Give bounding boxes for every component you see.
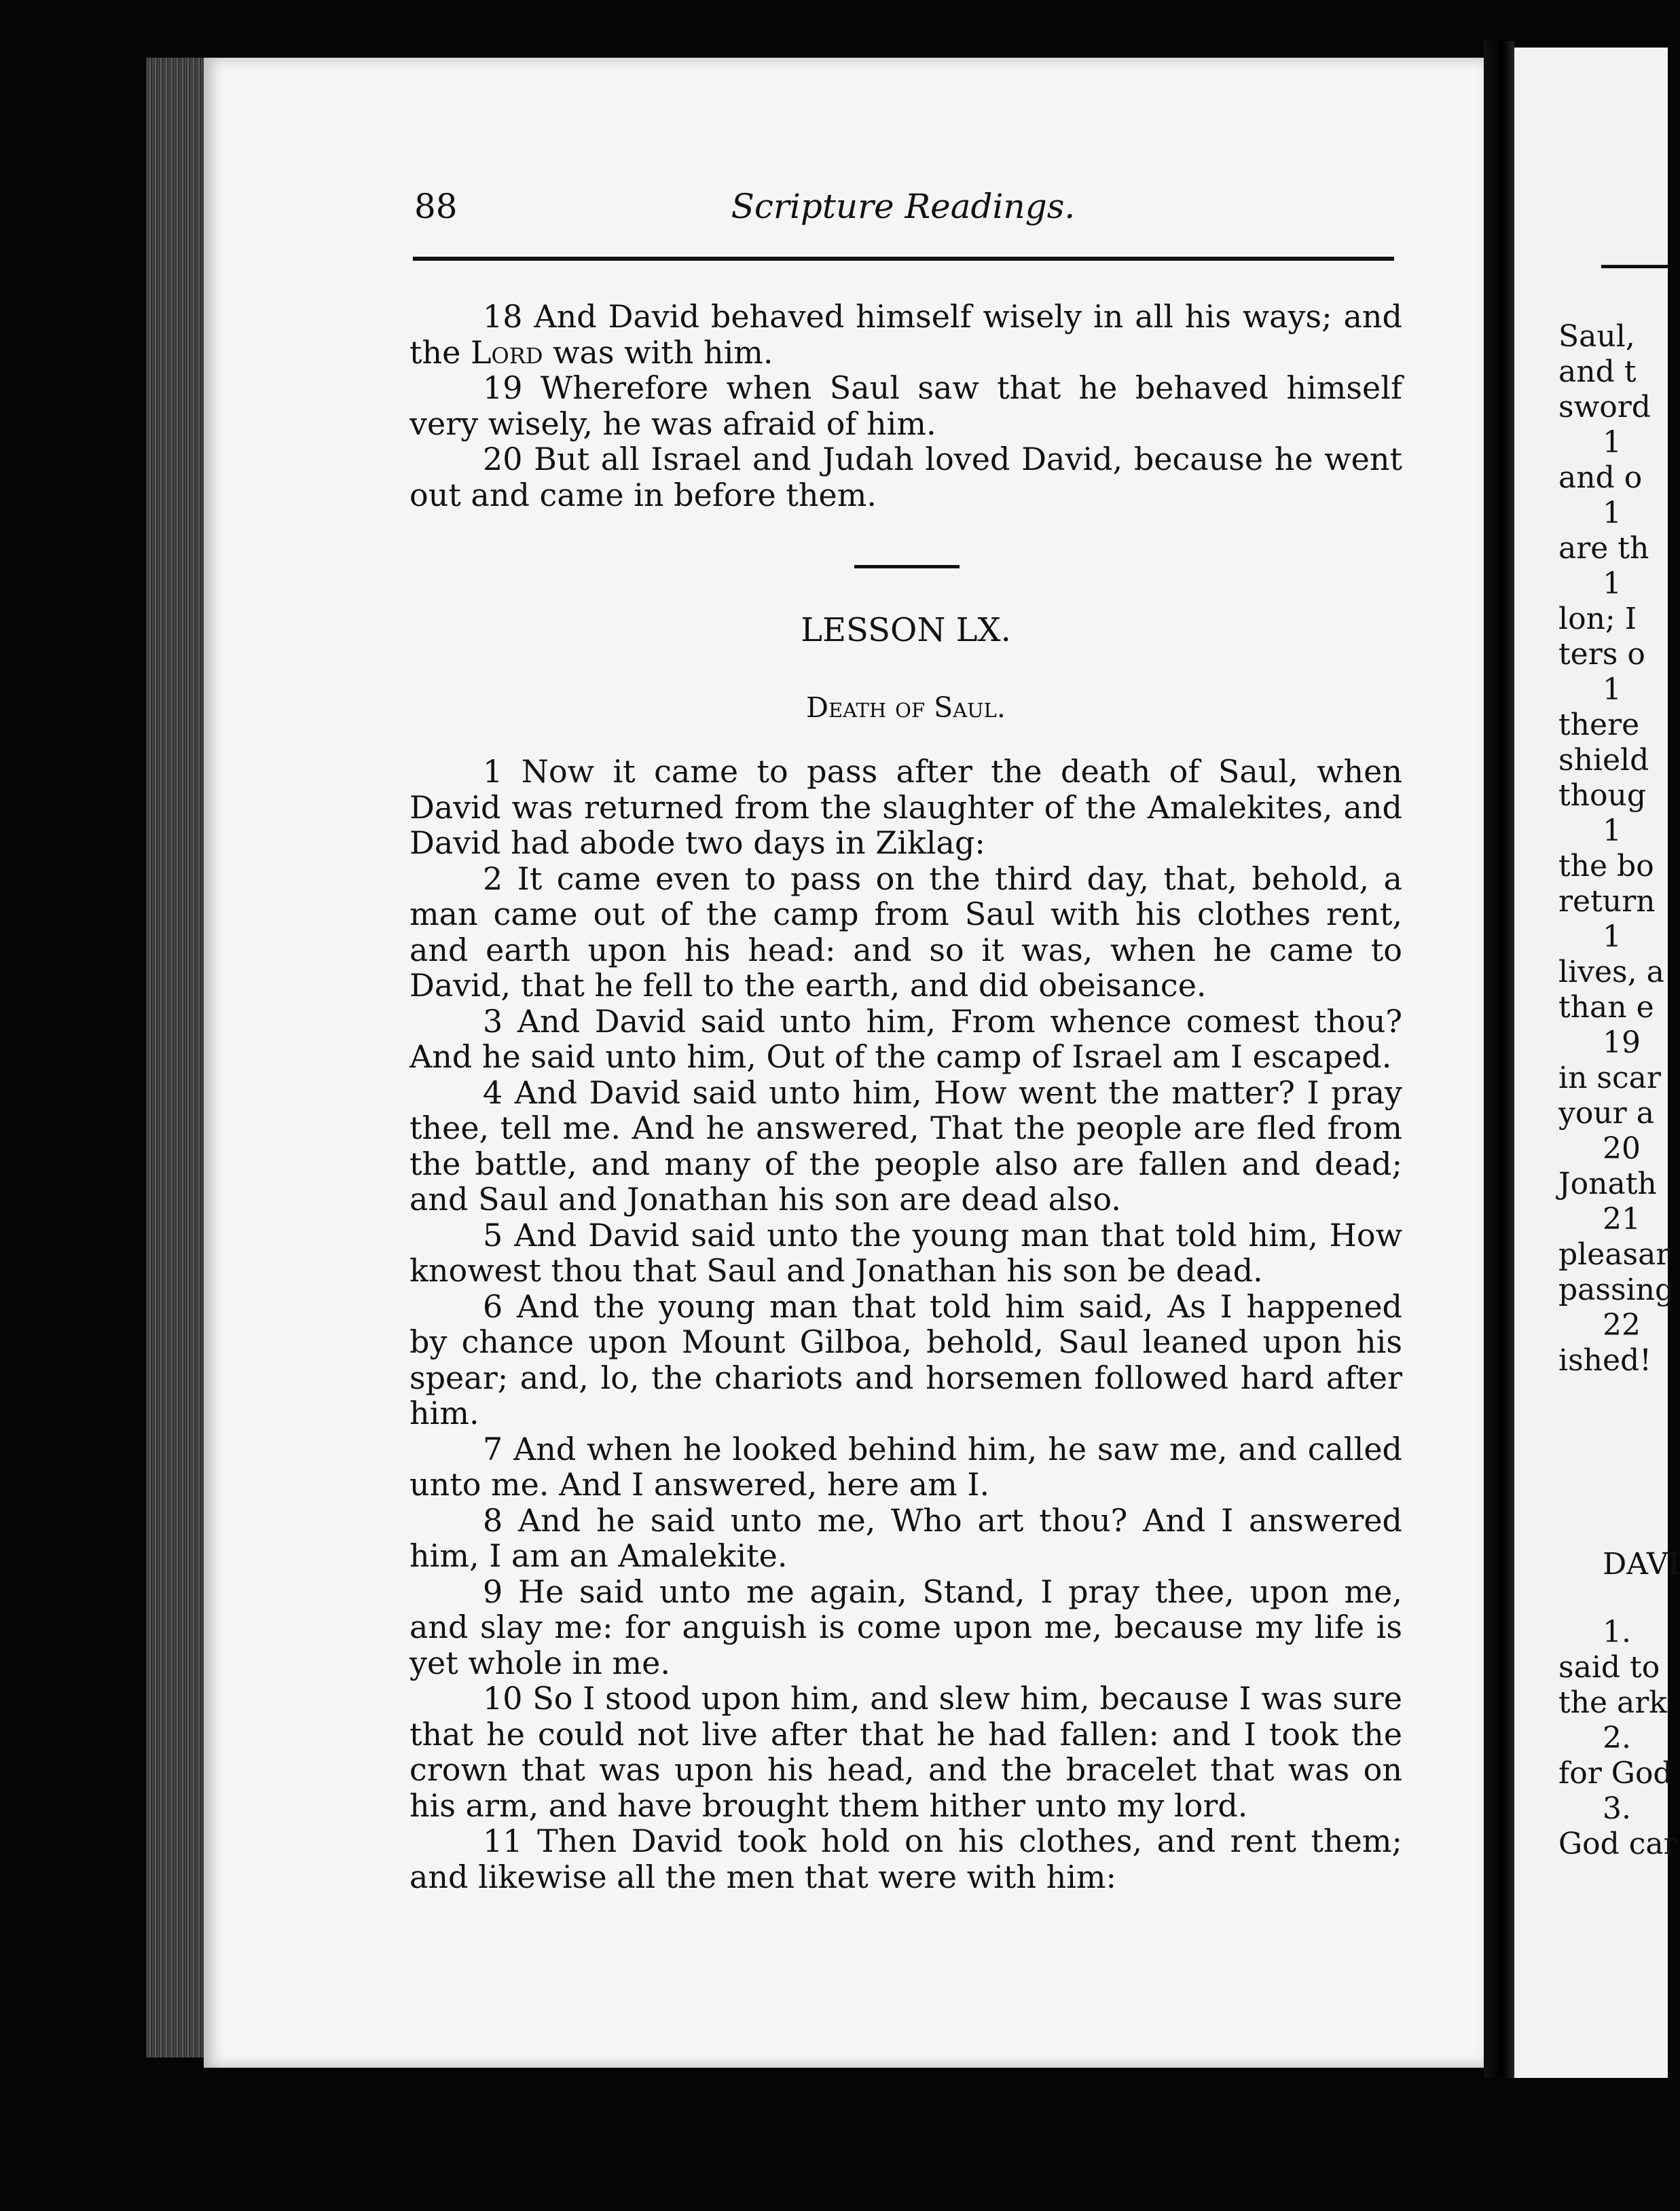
right-page-line: 20 xyxy=(1603,1131,1641,1166)
right-page-line: and o xyxy=(1558,460,1643,495)
verse: 18 And David behaved himself wisely in all his ways; and the Lord was with him. xyxy=(409,298,1402,371)
page-header xyxy=(414,187,1392,234)
verse: 10 So I stood upon him, and slew him, because I was sure that he could not live after that he had fallen: and I took the crown that was upon his head, and the bracelet that was on his arm, and have brought them hither unto my lord. xyxy=(409,1680,1402,1824)
lesson-title: LESSON LX. xyxy=(801,611,1011,649)
right-page-line: 19 xyxy=(1603,1025,1641,1060)
right-page-line: 1 xyxy=(1603,566,1622,601)
running-title: Scripture Readings. xyxy=(731,187,1076,226)
right-page-line: said to xyxy=(1558,1650,1660,1685)
right-page-line: there xyxy=(1558,708,1640,742)
right-page-line: 22 xyxy=(1603,1308,1641,1342)
right-page-line: in scar xyxy=(1558,1061,1661,1095)
right-page-line: the bo xyxy=(1558,849,1654,883)
right-page xyxy=(1514,48,1680,2078)
right-page-line: for God xyxy=(1558,1756,1673,1791)
verse: 6 And the young man that told him said, As I happened by chance upon Mount Gilboa, behold, Saul leaned upon his spear; and, lo, the chariots and horsemen followed hard after him. xyxy=(409,1287,1402,1431)
verse: 7 And when he looked behind him, he saw me, and called unto me. And I answered, here am I. xyxy=(409,1430,1402,1503)
right-page-line: thoug xyxy=(1558,778,1647,813)
right-page-line: 21 xyxy=(1603,1202,1641,1237)
verse: 1 Now it came to pass after the death of Saul, when David was returned from the slaughter of the Amalekites, and David had abode two days in Ziklag: xyxy=(409,753,1402,861)
section-divider xyxy=(854,565,960,568)
right-page-line: your a xyxy=(1558,1096,1654,1131)
verses-top xyxy=(409,299,1402,513)
lesson-verses xyxy=(409,754,1402,1895)
right-page-line: 1 xyxy=(1603,425,1622,460)
right-page-line: ished! xyxy=(1558,1343,1651,1378)
right-page-line: pleasar xyxy=(1558,1237,1670,1272)
right-page-line: God car xyxy=(1558,1827,1678,1861)
header-rule xyxy=(413,257,1394,261)
right-page-line: are th xyxy=(1558,531,1649,566)
right-page-line: lon; I xyxy=(1558,602,1637,636)
right-page-line: ters o xyxy=(1558,637,1645,672)
verse: 19 Wherefore when Saul saw that he behaved himself very wisely, he was afraid of him. xyxy=(409,369,1402,442)
lesson-subtitle: Death of Saul. xyxy=(806,691,1006,724)
verse: 20 But all Israel and Judah loved David, because he went out and came in before them. xyxy=(409,441,1402,513)
verse: 2 It came even to pass on the third day, that, behold, a man came out of the camp from Saul with his clothes rent, and earth upon his head: and so it was, when he came to David, that he fell to the earth, and did obeisance. xyxy=(409,860,1402,1004)
right-page-header-rule xyxy=(1601,265,1669,268)
right-page-line: and t xyxy=(1558,354,1637,389)
verse: 3 And David said unto him, From whence comest thou? And he said unto him, Out of the camp of Israel am I escaped. xyxy=(409,1002,1402,1075)
right-page-line: 1. xyxy=(1603,1615,1631,1649)
verse: 11 Then David took hold on his clothes, and rent them; and likewise all the men that were with him: xyxy=(409,1823,1402,1895)
right-page-line: 3. xyxy=(1603,1791,1631,1826)
right-page-line: shield xyxy=(1558,743,1649,778)
book-gutter xyxy=(1484,41,1514,2078)
right-page-line: 1 xyxy=(1603,814,1622,848)
right-page-line: than e xyxy=(1558,990,1654,1025)
right-page-line: 1 xyxy=(1603,496,1622,530)
right-page-line: 1 xyxy=(1603,919,1622,954)
page-number: 88 xyxy=(414,187,458,226)
right-page-line: DAVI xyxy=(1603,1547,1680,1582)
right-page-line: 1 xyxy=(1603,672,1622,707)
right-page-line: Saul, xyxy=(1558,319,1635,354)
right-page-line: return xyxy=(1558,884,1656,919)
right-page-line: lives, a xyxy=(1558,955,1664,989)
verse: 8 And he said unto me, Who art thou? And I answered him, I am an Amalekite. xyxy=(409,1501,1402,1574)
right-page-line: passing xyxy=(1558,1273,1675,1307)
verse: 5 And David said unto the young man that told him, How knowest thou that Saul and Jonathan his son be dead. xyxy=(409,1216,1402,1289)
verse: 9 He said unto me again, Stand, I pray thee, upon me, and slay me: for anguish is come upon me, because my life is yet whole in me. xyxy=(409,1573,1402,1681)
right-page-line: Jonath xyxy=(1558,1167,1657,1201)
book-page-edges xyxy=(146,58,211,2058)
verse: 4 And David said unto him, How went the matter? I pray thee, tell me. And he answered, That the people are fled from the battle, and many of the people also are fallen and dead; and Saul and Jonathan his son are dead also. xyxy=(409,1074,1402,1218)
right-page-line: sword xyxy=(1558,390,1651,424)
right-page-line: 2. xyxy=(1603,1721,1631,1755)
right-page-line: the ark xyxy=(1558,1685,1667,1720)
